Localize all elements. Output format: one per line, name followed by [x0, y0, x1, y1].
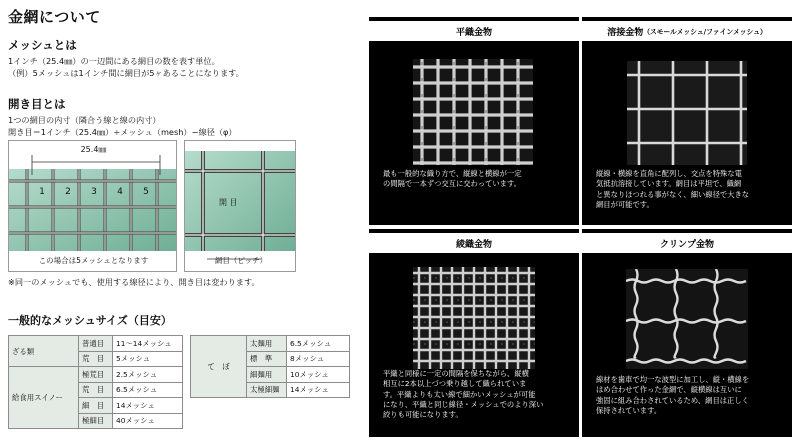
welded-title-sub: （スモールメッシュ/ファインメッシュ）	[643, 28, 767, 36]
subcategory-cell: 細麺用	[247, 367, 287, 383]
mesh-size-table-title: 一般的なメッシュサイズ（目安）	[8, 314, 172, 327]
welded-mesh-image	[627, 61, 747, 165]
value-cell: 6.5メッシュ	[287, 336, 350, 352]
twill-weave-title: 綾織金物	[369, 233, 579, 253]
plain-weave-description	[383, 169, 522, 190]
wire-mesh-types	[369, 17, 792, 437]
description-line: 絞りも可能になります。	[383, 410, 463, 420]
mesh-description-1: 1インチ（25.4㎜）の一辺間にある網目の数を表す単位。	[8, 56, 220, 66]
description-line: 平織と同様に一定の間隔を保ちながら、縦横	[383, 369, 529, 378]
mesh-size-table-left	[8, 335, 183, 429]
mesh-size-table-right	[190, 335, 350, 398]
crimp-panel	[582, 229, 792, 437]
twill-weave-panel	[369, 229, 579, 437]
crimp-mesh-image	[626, 269, 748, 369]
mesh-number-1: 1	[39, 187, 45, 197]
table-row	[191, 336, 350, 352]
mesh-count-illustration	[9, 141, 177, 272]
subcategory-cell: 極荒目	[79, 367, 113, 383]
value-cell: 10メッシュ	[287, 367, 350, 383]
value-cell: 40メッシュ	[113, 413, 183, 429]
value-cell: 5メッシュ	[113, 351, 183, 367]
description-line: になり、平織と同じ線径・メッシュでのより深い	[383, 400, 544, 410]
opening-formula: 開き目＝1インチ（25.4㎜）÷メッシュ（mesh）−線径（φ）	[8, 127, 237, 137]
mesh-number-2: 2	[65, 187, 71, 197]
value-cell: 8メッシュ	[287, 351, 350, 367]
category-cell: 給食用スイノー	[9, 367, 79, 429]
plain-weave-title: 平織金物	[369, 21, 579, 41]
subcategory-cell: 極細目	[79, 413, 113, 429]
mesh-number-4: 4	[117, 187, 123, 197]
page-heading: 金網について	[8, 8, 101, 26]
opening-section-title: 開き目とは	[8, 97, 66, 111]
description-line: 保持されています。	[596, 406, 662, 416]
subcategory-cell: 太麺用	[247, 336, 287, 352]
mesh-number-5: 5	[143, 187, 149, 197]
opening-illustration	[185, 141, 296, 272]
pitch-caption: 網目（ピッチ）	[214, 256, 268, 265]
subcategory-cell: 標 準	[247, 351, 287, 367]
table-row	[9, 367, 183, 383]
description-line: の間隔で一本ずつ交互に交わっています。	[383, 179, 521, 189]
description-line: と異なりほつれる事がなく、細い線径で大きな	[596, 189, 750, 199]
description-line: 線材を歯車で均一な波型に加工し、縦・横線を	[596, 375, 750, 384]
mesh-number-3: 3	[91, 187, 97, 197]
welded-title	[582, 21, 792, 41]
twill-weave-image	[413, 267, 535, 369]
value-cell: 11〜14メッシュ	[113, 336, 183, 352]
value-cell: 6.5メッシュ	[113, 382, 183, 398]
mesh-section-title: メッシュとは	[8, 38, 77, 52]
mesh-count-diagram	[8, 140, 177, 272]
description-line: す。平織よりも太い線で細かいメッシュが可能	[383, 389, 536, 399]
value-cell: 14メッシュ	[287, 382, 350, 398]
opening-description-1: 1つの網目の内寸（隣合う線と線の内寸）	[8, 115, 161, 125]
description-line: 気抵抗溶接しています。網目は平坦で、織網	[596, 179, 742, 189]
description-line: 最も一般的な織り方で、縦線と横線が一定	[383, 169, 522, 178]
category-cell: て ぼ	[191, 336, 247, 398]
subcategory-cell: 荒 目	[79, 382, 113, 398]
description-line: 網目が可能です。	[596, 200, 654, 210]
value-cell: 2.5メッシュ	[113, 367, 183, 383]
dimension-label: 25.4㎜	[80, 145, 107, 154]
description-line: はめ合わせて作った金網で、縦横線は互いに	[596, 385, 742, 395]
opening-label: 開 目	[219, 198, 238, 207]
welded-title-main: 溶接金物	[607, 27, 644, 38]
opening-diagram	[184, 140, 296, 272]
subcategory-cell: 太極細麺	[247, 382, 287, 398]
subcategory-cell: 普通目	[79, 336, 113, 352]
welded-panel	[582, 17, 792, 225]
welded-description	[596, 169, 749, 210]
mesh-count-caption: この場合は5メッシュとなります	[38, 256, 149, 265]
opening-note: ※同一のメッシュでも、使用する線径により、開き目は変わります。	[8, 277, 260, 287]
crimp-title: クリンプ金物	[582, 233, 792, 253]
category-cell: ざる類	[9, 336, 79, 367]
description-line: 縦線・横線を直角に配列し、交点を特殊な電	[596, 169, 742, 178]
table-row	[9, 336, 183, 352]
twill-weave-description	[383, 369, 543, 421]
crimp-description	[596, 375, 749, 416]
plain-weave-panel	[369, 17, 579, 225]
description-line: 相互に2本以上づつ乗り越して織られていま	[383, 379, 527, 389]
subcategory-cell: 荒 目	[79, 351, 113, 367]
mesh-description-2: （例）5メッシュは1インチ間に網目が5ヶあることになります。	[8, 68, 244, 78]
description-line: 強固に組み合わされているため、網目は正しく	[596, 395, 749, 405]
plain-weave-image	[413, 59, 533, 165]
subcategory-cell: 細 目	[79, 398, 113, 414]
value-cell: 14メッシュ	[113, 398, 183, 414]
